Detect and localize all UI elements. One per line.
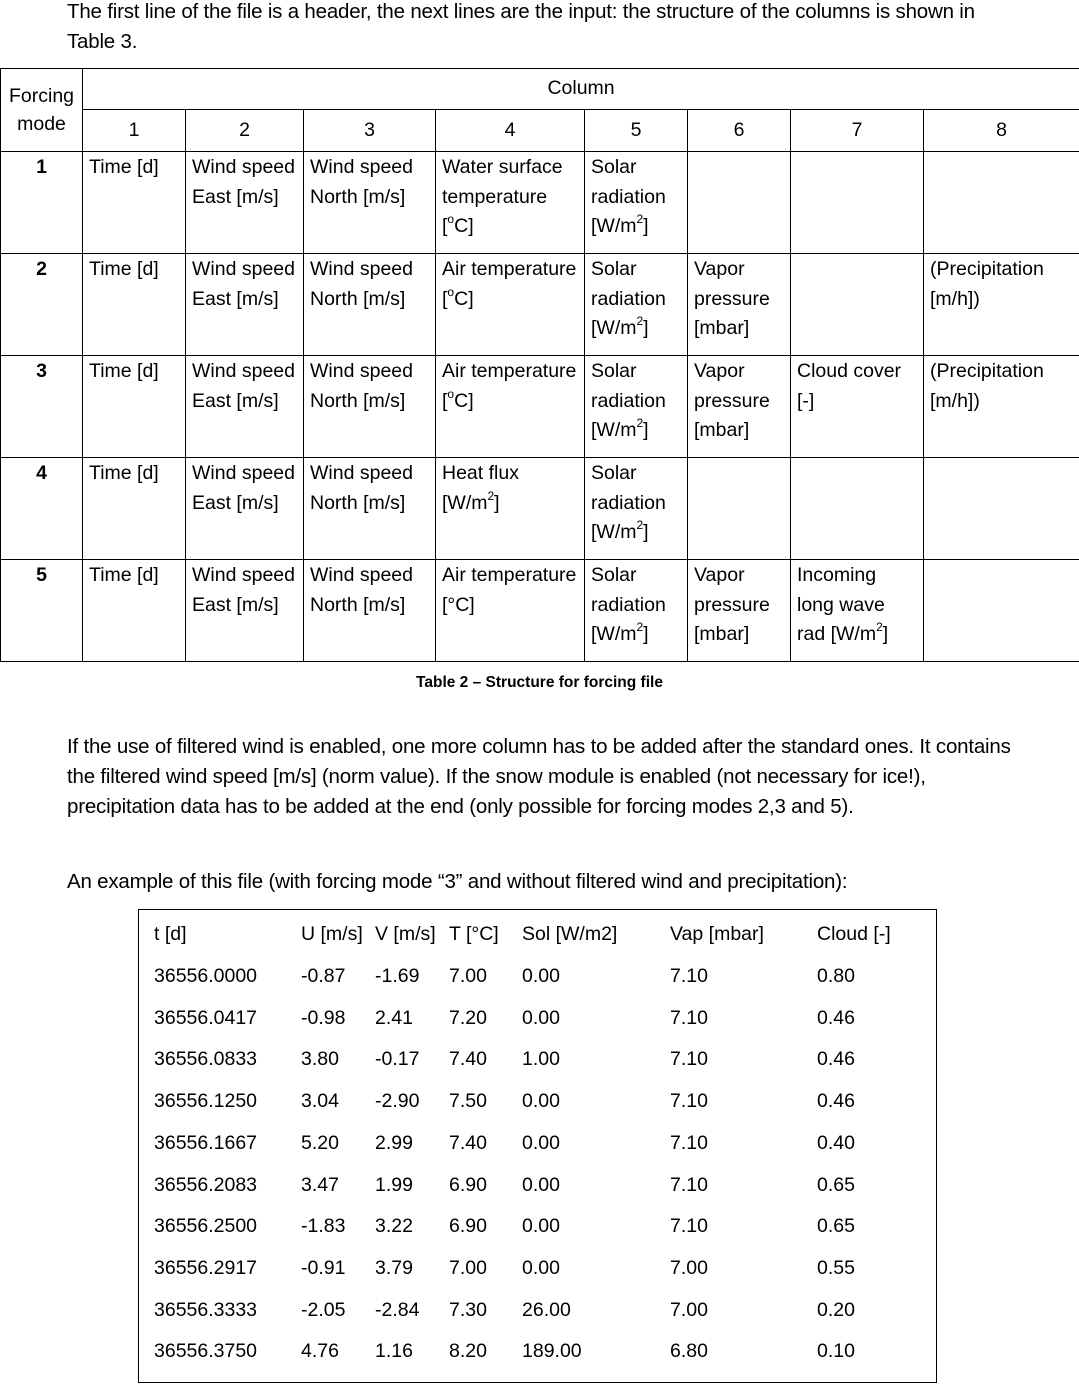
forcing-mode-number: 3 xyxy=(1,356,83,458)
example-header-cell: Cloud [-] xyxy=(817,923,891,945)
example-data-cell: 7.10 xyxy=(670,1006,708,1029)
example-data-cell: 7.30 xyxy=(449,1298,487,1321)
cell-text: Solar radiation [W/m xyxy=(591,156,666,237)
table-cell xyxy=(585,152,688,254)
column-number: 7 xyxy=(791,110,924,152)
example-data-cell: 7.40 xyxy=(449,1048,487,1071)
example-data-cell: 3.47 xyxy=(301,1173,339,1196)
cell-text: Solar radiation [W/m xyxy=(591,564,666,645)
table-cell xyxy=(791,254,924,356)
cell-superscript: o xyxy=(447,212,455,226)
table-cell: Wind speed East [m/s] xyxy=(186,560,304,662)
table-cell xyxy=(791,560,924,662)
cell-superscript: 2 xyxy=(636,518,644,532)
example-data-cell: 0.65 xyxy=(817,1173,855,1196)
cell-superscript: 2 xyxy=(636,620,644,634)
cell-superscript: o xyxy=(447,386,455,401)
table-cell xyxy=(585,458,688,560)
table-cell: Time [d] xyxy=(83,560,186,662)
example-data-cell: 0.65 xyxy=(817,1215,855,1238)
example-data-cell: -2.90 xyxy=(375,1090,420,1113)
table-cell xyxy=(585,560,688,662)
table-cell: Wind speed East [m/s] xyxy=(186,356,304,458)
table-cell: Cloud cover [-] xyxy=(791,356,924,458)
example-data-cell: 0.46 xyxy=(817,1090,855,1113)
example-data-cell: 36556.1667 xyxy=(154,1131,258,1154)
cell-text-tail: ] xyxy=(643,623,649,645)
example-data-cell: 3.80 xyxy=(301,1048,339,1071)
example-data-cell: 0.00 xyxy=(522,1090,560,1113)
table-cell: Vapor pressure [mbar] xyxy=(688,254,791,356)
example-data-cell: 36556.2500 xyxy=(154,1215,258,1238)
forcing-mode-number: 2 xyxy=(1,254,83,356)
example-header-cell: U [m/s] xyxy=(301,923,363,945)
example-file-box xyxy=(138,909,937,1383)
example-data-cell: 0.00 xyxy=(522,1215,560,1238)
example-data-cell: 0.20 xyxy=(817,1298,855,1321)
table-cell xyxy=(585,254,688,356)
cell-text: Water surface temperature [ xyxy=(442,156,563,237)
example-data-cell: 7.00 xyxy=(449,1256,487,1279)
table-cell: Wind speed North [m/s] xyxy=(304,356,436,458)
table-cell xyxy=(436,152,585,254)
forcing-mode-number: 4 xyxy=(1,458,83,560)
example-data-cell: 7.50 xyxy=(449,1090,487,1113)
example-data-cell: 6.80 xyxy=(670,1340,708,1363)
example-data-cell: 36556.2083 xyxy=(154,1173,258,1196)
example-data-cell: 0.00 xyxy=(522,1173,560,1196)
example-data-cell: 0.40 xyxy=(817,1131,855,1154)
example-data-cell: -2.05 xyxy=(301,1298,346,1321)
table-cell: Time [d] xyxy=(83,458,186,560)
example-data-cell: 36556.3750 xyxy=(154,1340,258,1363)
example-data-cell: 0.46 xyxy=(817,1048,855,1071)
table-cell xyxy=(436,254,585,356)
forcing-mode-header: Forcing mode xyxy=(1,69,83,152)
cell-superscript: 2 xyxy=(636,212,644,226)
column-number: 5 xyxy=(585,110,688,152)
example-data-cell: 0.00 xyxy=(522,1131,560,1154)
table-cell xyxy=(924,560,1079,662)
table-cell: Time [d] xyxy=(83,356,186,458)
example-header-cell: Vap [mbar] xyxy=(670,923,764,945)
example-data-cell: 7.10 xyxy=(670,965,708,987)
column-group-header: Column xyxy=(83,69,1079,110)
cell-superscript: 2 xyxy=(876,620,883,634)
example-data-cell: 1.00 xyxy=(522,1048,560,1071)
example-data-cell: 36556.3333 xyxy=(154,1298,258,1321)
column-number: 1 xyxy=(83,110,186,152)
table-cell: Time [d] xyxy=(83,152,186,254)
cell-superscript: o xyxy=(447,284,455,299)
example-data-cell: -2.84 xyxy=(375,1298,420,1321)
cell-text-tail: ] xyxy=(882,623,889,645)
column-number: 3 xyxy=(304,110,436,152)
example-data-cell: 1.99 xyxy=(375,1173,413,1196)
column-number: 2 xyxy=(186,110,304,152)
example-data-cell: 7.00 xyxy=(670,1298,708,1321)
example-data-cell: 3.04 xyxy=(301,1090,339,1113)
cell-text: Incoming long wave rad [W/m xyxy=(797,564,885,645)
table-cell: Wind speed East [m/s] xyxy=(186,254,304,356)
example-data-cell: 0.00 xyxy=(522,965,560,987)
table-cell xyxy=(791,458,924,560)
example-data-cell: 189.00 xyxy=(522,1340,582,1363)
table-cell: Wind speed North [m/s] xyxy=(304,560,436,662)
example-data-cell: 7.10 xyxy=(670,1173,708,1196)
table-caption: Table 2 – Structure for forcing file xyxy=(416,674,663,691)
example-data-cell: -0.87 xyxy=(301,965,346,987)
example-data-cell: 0.55 xyxy=(817,1256,855,1279)
example-header-cell: t [d] xyxy=(154,923,187,945)
example-data-cell: -1.83 xyxy=(301,1215,346,1238)
example-data-cell: 36556.0417 xyxy=(154,1006,258,1029)
cell-superscript: 2 xyxy=(487,488,495,503)
table-row xyxy=(1,458,1079,560)
table-cell: Vapor pressure [mbar] xyxy=(688,560,791,662)
cell-text-tail: C] xyxy=(454,389,474,412)
example-data-cell: 8.20 xyxy=(449,1340,487,1363)
table-cell: Wind speed North [m/s] xyxy=(304,458,436,560)
cell-text: Heat flux [W/m xyxy=(442,462,519,514)
table-cell: Wind speed North [m/s] xyxy=(304,152,436,254)
example-data-cell: -0.17 xyxy=(375,1048,420,1071)
table-cell xyxy=(436,356,585,458)
table-cell xyxy=(924,458,1079,560)
forcing-mode-number: 5 xyxy=(1,560,83,662)
example-data-cell: -1.69 xyxy=(375,965,420,987)
cell-text: Solar radiation [W/m xyxy=(591,258,666,339)
table-cell: (Precipitation [m/h]) xyxy=(924,254,1079,356)
cell-text-tail: C] xyxy=(454,287,474,310)
intro-paragraph: The first line of the file is a header, the next lines are the input: the structure of the columns is shown in Table 3. xyxy=(67,0,975,53)
example-data-cell: 36556.2917 xyxy=(154,1256,258,1279)
table-row xyxy=(1,152,1079,254)
table-cell xyxy=(436,560,585,662)
example-data-cell: 7.40 xyxy=(449,1131,487,1154)
example-data-cell: 7.10 xyxy=(670,1048,708,1071)
column-number: 6 xyxy=(688,110,791,152)
paragraph-example-intro: An example of this file (with forcing mode “3” and without filtered wind and precipitation): xyxy=(67,870,848,893)
example-data-cell: 7.00 xyxy=(449,965,487,987)
example-data-cell: 36556.0833 xyxy=(154,1048,258,1071)
table-row xyxy=(1,254,1079,356)
example-data-cell: 7.10 xyxy=(670,1090,708,1113)
example-data-cell: 7.10 xyxy=(670,1131,708,1154)
cell-text: Solar radiation [W/m xyxy=(591,360,666,441)
example-data-cell: 0.00 xyxy=(522,1256,560,1279)
example-data-cell: 0.80 xyxy=(817,965,855,987)
example-data-cell: 2.41 xyxy=(375,1006,413,1029)
cell-text-tail: ] xyxy=(643,317,649,339)
column-number: 4 xyxy=(436,110,585,152)
table-cell: (Precipitation [m/h]) xyxy=(924,356,1079,458)
example-data-cell: 36556.0000 xyxy=(154,965,258,987)
forcing-structure-table xyxy=(0,68,1079,662)
cell-text: Air temperature [ xyxy=(442,360,577,412)
example-header-cell: Sol [W/m2] xyxy=(522,923,618,945)
example-header-cell: V [m/s] xyxy=(375,923,436,945)
example-data-cell: 0.00 xyxy=(522,1006,560,1029)
example-data-cell: 6.90 xyxy=(449,1215,487,1238)
cell-superscript: 2 xyxy=(636,314,644,328)
cell-text-tail: ] xyxy=(643,215,649,237)
paragraph-filtered-wind: If the use of filtered wind is enabled, one more column has to be added after the standard ones. It contains the filtered wind speed [m/s] (norm value). If the snow module is enabled (not necessary for ice!), precipitation data has to be added at the end (only possible for forcing modes 2,3 and 5). xyxy=(67,735,1011,818)
example-data-cell: 36556.1250 xyxy=(154,1090,258,1113)
example-data-cell: -0.98 xyxy=(301,1006,346,1029)
table-cell xyxy=(436,458,585,560)
table-cell xyxy=(688,458,791,560)
cell-text-tail: ] xyxy=(643,521,649,543)
example-data-cell: 7.20 xyxy=(449,1006,487,1029)
example-data-cell: 26.00 xyxy=(522,1298,571,1321)
table-cell: Wind speed East [m/s] xyxy=(186,152,304,254)
cell-text: Air temperature [°C] xyxy=(442,564,577,616)
cell-superscript: 2 xyxy=(636,416,644,430)
cell-text-tail: ] xyxy=(494,491,500,514)
example-data-cell: 7.00 xyxy=(670,1256,708,1279)
table-row xyxy=(1,356,1079,458)
cell-text-tail: ] xyxy=(643,419,649,441)
example-data-cell: 4.76 xyxy=(301,1340,339,1363)
example-data-cell: 0.10 xyxy=(817,1340,855,1363)
cell-text: Solar radiation [W/m xyxy=(591,462,666,543)
example-data-cell: 3.22 xyxy=(375,1215,413,1238)
example-data-cell: 1.16 xyxy=(375,1340,413,1363)
example-data-cell: 3.79 xyxy=(375,1256,413,1279)
example-data-cell: 5.20 xyxy=(301,1131,339,1154)
table-cell: Wind speed East [m/s] xyxy=(186,458,304,560)
cell-text-tail: C] xyxy=(454,215,474,237)
table-row xyxy=(1,560,1079,662)
example-data-cell: 0.46 xyxy=(817,1006,855,1029)
table-cell: Time [d] xyxy=(83,254,186,356)
column-number: 8 xyxy=(924,110,1079,152)
example-header-cell: T [°C] xyxy=(449,923,499,945)
table-cell xyxy=(791,152,924,254)
example-data-cell: -0.91 xyxy=(301,1256,346,1279)
table-cell xyxy=(688,152,791,254)
table-cell xyxy=(585,356,688,458)
table-cell: Vapor pressure [mbar] xyxy=(688,356,791,458)
forcing-mode-number: 1 xyxy=(1,152,83,254)
example-data-cell: 2.99 xyxy=(375,1131,413,1154)
table-cell: Wind speed North [m/s] xyxy=(304,254,436,356)
example-data-cell: 6.90 xyxy=(449,1173,487,1196)
cell-text: Air temperature [ xyxy=(442,258,577,310)
table-cell xyxy=(924,152,1079,254)
example-data-cell: 7.10 xyxy=(670,1215,708,1238)
